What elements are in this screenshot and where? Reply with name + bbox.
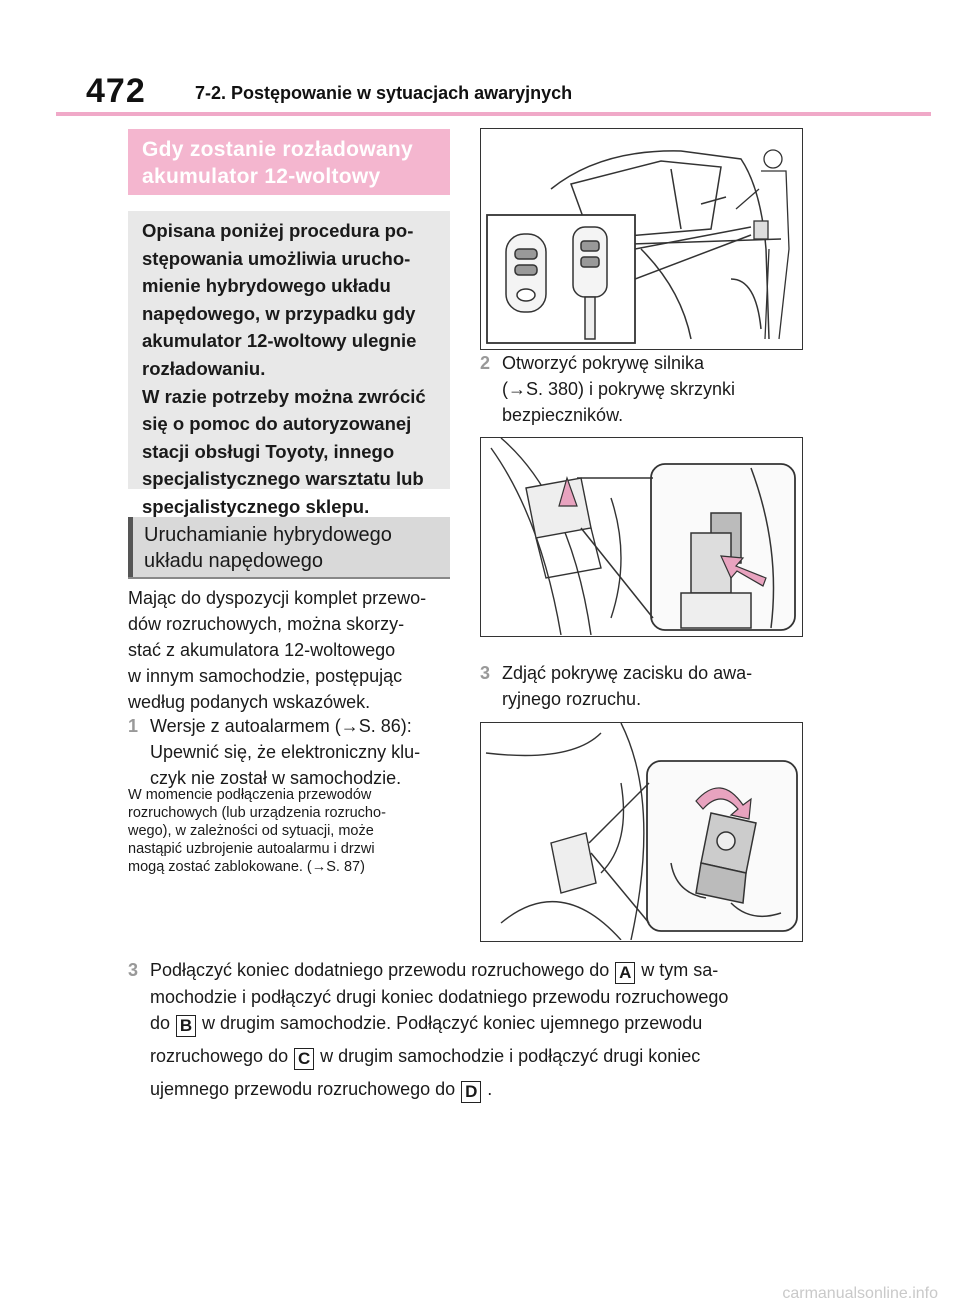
terminal-a-label: A — [615, 962, 635, 984]
car-key-illustration — [480, 128, 803, 350]
step-3b-text: w tym sa- — [641, 960, 719, 980]
intro-box-line: stępowania umożliwia urucho- — [142, 247, 411, 269]
intro-line: Mając do dyspozycji komplet przewo- — [128, 588, 427, 608]
subsection-title — [128, 517, 450, 577]
intro-box-line: akumulator 12-woltowy ulegnie — [142, 330, 417, 352]
intro-box — [128, 211, 450, 517]
note-line: W momencie podłączenia przewodów — [128, 787, 372, 803]
subsection-title-line2: układu napędowego — [144, 550, 324, 572]
terminal-d-label: D — [461, 1081, 481, 1103]
step-2-line: (→S. 380) i pokrywę skrzynki — [502, 379, 736, 399]
step-3b-text: w drugim samochodzie. Podłączyć koniec ujemnego przewodu — [202, 1013, 703, 1033]
car-key-drawing — [481, 129, 801, 348]
step-2-line: bezpieczników. — [502, 405, 624, 425]
terminal-cover-drawing — [481, 723, 801, 940]
step-1 — [128, 713, 458, 791]
intro-line: dów rozruchowych, można skorzy- — [128, 614, 405, 634]
intro-box-line: specjalistycznego warsztatu lub — [142, 468, 424, 490]
section-title-line1: Gdy zostanie rozładowany — [142, 138, 413, 161]
step-2-line: Otworzyć pokrywę silnika — [502, 353, 705, 373]
step-3b-text: mochodzie i podłączyć drugi koniec dodatniego przewodu rozruchowego — [150, 987, 729, 1007]
intro-box-line: napędowego, w przypadku gdy — [142, 302, 416, 324]
page-number: 472 — [86, 72, 146, 110]
terminal-cover-illustration — [480, 722, 803, 942]
step-3b-text: Podłączyć koniec dodatniego przewodu rozruchowego do — [150, 960, 610, 980]
step-1-line: czyk nie został w samochodzie. — [150, 768, 402, 788]
header-divider — [56, 112, 931, 116]
step-3b-text: rozruchowego do — [150, 1046, 289, 1066]
intro-line: stać z akumulatora 12-woltowego — [128, 640, 396, 660]
step-1-line: Wersje z autoalarmem (→S. 86): — [150, 716, 412, 736]
intro-line: według podanych wskazówek. — [128, 692, 371, 712]
intro-box-line: się o pomoc do autoryzowanej — [142, 413, 412, 435]
fuse-box-drawing — [481, 438, 801, 635]
intro-box-line: rozładowaniu. — [142, 357, 266, 379]
intro-box-line: Opisana poniżej procedura po- — [142, 220, 414, 241]
step-3a-line: Zdjąć pokrywę zacisku do awa- — [502, 663, 753, 683]
step-number: 3 — [128, 960, 139, 980]
intro-line: w innym samochodzie, postępując — [128, 666, 403, 686]
step-3-connect-cables — [128, 957, 808, 1103]
step-number: 3 — [480, 663, 491, 683]
step-number: 2 — [480, 353, 491, 373]
chapter-title: 7-2. Postępowanie w sytuacjach awaryjnych — [195, 83, 573, 103]
section-title — [128, 129, 450, 195]
note-line: wego), w zależności od sytuacji, może — [128, 823, 374, 839]
intro-box-line: specjalistycznego sklepu. — [142, 495, 370, 517]
step-number: 1 — [128, 716, 139, 736]
step-3b-text: w drugim samochodzie i podłączyć drugi koniec — [320, 1046, 701, 1066]
intro-box-line: mienie hybrydowego układu — [142, 275, 391, 297]
step-3b-text: . — [487, 1079, 493, 1099]
terminal-b-label: B — [176, 1015, 196, 1037]
watermark: carmanualsonline.info — [782, 1285, 938, 1302]
step-3a-line: ryjnego rozruchu. — [502, 689, 642, 709]
alarm-note — [128, 786, 453, 876]
intro-paragraph — [128, 585, 453, 715]
terminal-c-label: C — [294, 1048, 314, 1070]
intro-box-line: stacji obsługi Toyoty, innego — [142, 440, 395, 462]
step-2 — [480, 350, 800, 428]
step-3-remove-cover — [480, 660, 800, 712]
fuse-box-illustration — [480, 437, 803, 637]
step-1-line: Upewnić się, że elektroniczny klu- — [150, 742, 421, 762]
step-3b-text: ujemnego przewodu rozruchowego do — [150, 1079, 456, 1099]
note-line: rozruchowych (lub urządzenia rozrucho- — [128, 805, 386, 821]
note-line: nastąpić uzbrojenie autoalarmu i drzwi — [128, 841, 375, 857]
subsection-title-line1: Uruchamianie hybrydowego — [144, 524, 392, 546]
section-title-line2: akumulator 12-woltowy — [142, 165, 381, 188]
subsection-divider — [128, 577, 450, 579]
note-line: mogą zostać zablokowane. (→S. 87) — [128, 859, 365, 875]
step-3b-text: do — [150, 1013, 171, 1033]
intro-box-line: W razie potrzeby można zwrócić — [142, 385, 426, 407]
